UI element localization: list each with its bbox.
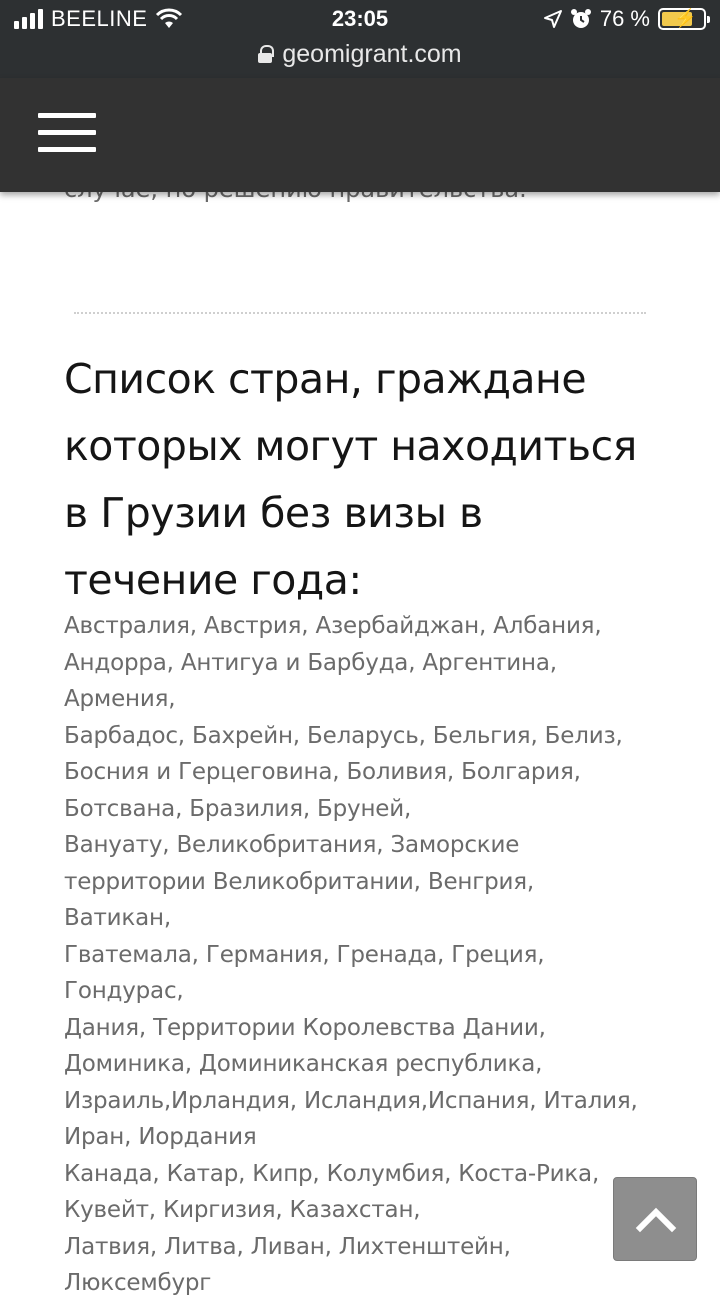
country-list-line: Ватикан, [64,905,171,931]
alarm-clock-icon [570,8,592,30]
country-list-line: Барбадос, Бахрейн, Беларусь, Бельгия, Белиз, [64,722,623,749]
hamburger-menu-icon[interactable] [38,113,96,153]
section-heading: Список стран, граждане которых могут находиться в Грузии без визы в течение года: [64,355,637,604]
carrier-name: BEELINE [51,6,148,31]
battery-percent: 76 % [599,6,650,31]
country-list-line: Гондурас, [64,978,184,1004]
status-bar [0,0,720,40]
country-list-line: Гватемала, Германия, Гренада, Греция, [64,941,545,968]
dotted-divider [74,312,646,314]
country-list-line: Люксембург [64,1270,212,1296]
country-list-line: Иран, Иордания [64,1124,257,1150]
battery-icon [658,8,706,30]
charging-bolt-icon: ⚡ [674,8,697,28]
country-list-line: Босния и Герцеговина, Боливия, Болгария, [64,759,581,785]
country-list-line: Доминика, Доминиканская республика, [64,1051,543,1077]
country-list-line: Ботсвана, Бразилия, Бруней, [64,795,412,822]
country-list-line: Израиль,Ирландия, Исландия,Испания, Италия, [64,1087,638,1114]
country-list-line: Кувейт, Киргизия, Казахстан, [64,1197,421,1223]
country-list-line: территории Великобритании, Венгрия, [64,868,535,895]
country-list-line: Латвия, Литва, Ливан, Лихтенштейн, [64,1233,511,1260]
country-list-line: Канада, Катар, Кипр, Колумбия, Коста-Рика, [64,1160,600,1187]
location-arrow-icon [544,10,562,28]
address-bar[interactable] [0,38,720,70]
back-to-top-button[interactable] [613,1177,697,1261]
lock-icon [258,45,272,63]
country-list-line: Вануату, Великобритания, Заморские [64,832,520,858]
country-list-line: Андорра, Антигуа и Барбуда, Аргентина, [64,649,557,676]
chevron-up-icon [636,1206,676,1232]
country-list-line: Дания, Территории Королевства Дании, [64,1014,546,1041]
browser-chrome [0,0,720,78]
country-list-line: Армения, [64,686,176,712]
clock: 23:05 [331,6,389,31]
site-header [0,78,720,192]
url-text: geomigrant.com [282,39,462,68]
country-list [64,608,674,1302]
country-list-line: Австралия, Австрия, Азербайджан, Албания, [64,613,602,639]
